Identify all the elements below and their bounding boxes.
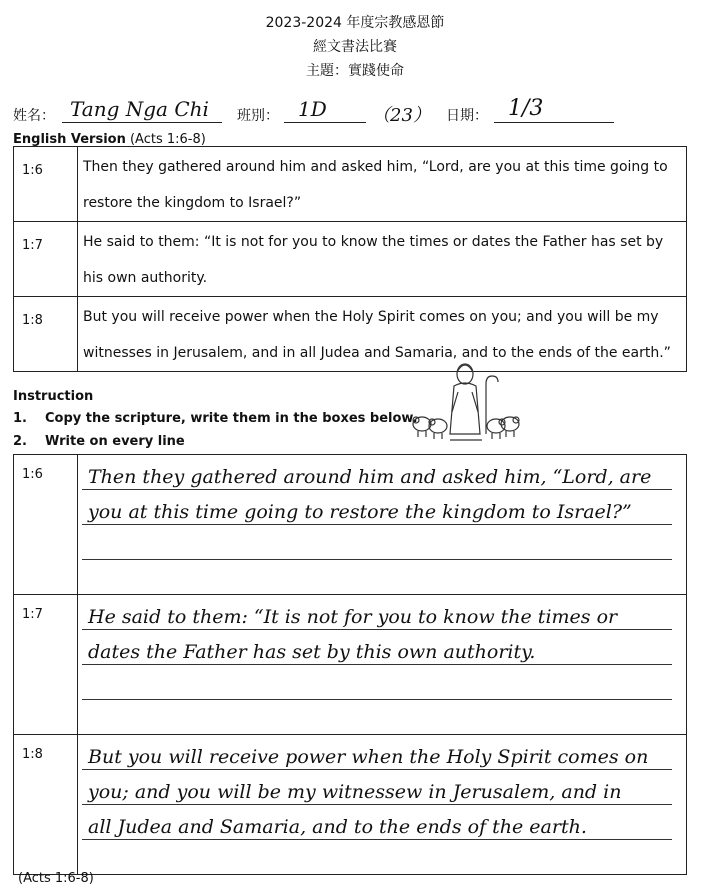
handwritten-text: all Judea and Samaria, and to the ends of the earth. (88, 816, 587, 838)
writing-line (82, 525, 672, 560)
verse-ref: 1:6 (14, 147, 78, 222)
verse-text: But you will receive power when the Holy Spirit comes on you; and you will be my witnesses in Jerusalem, and in all Judea and Samaria, and to the ends of the earth.” (78, 297, 687, 372)
writing-line (82, 840, 672, 874)
name-label: 姓名： (13, 108, 55, 124)
instruction-text: Write on every line (45, 434, 185, 449)
writing-line (82, 770, 672, 805)
verse-ref: 1:7 (14, 595, 78, 735)
writing-line (82, 560, 672, 594)
english-heading-title: English Version (13, 132, 126, 147)
instruction-text: Copy the scripture, write them in the boxes below. (45, 411, 418, 426)
student-number: （23） (372, 105, 431, 126)
handwritten-text: But you will receive power when the Holy Spirit comes on (88, 746, 649, 768)
copy-row (14, 595, 687, 735)
scripture-row (14, 297, 687, 372)
writing-box[interactable] (78, 595, 687, 735)
handwritten-text: Then they gathered around him and asked him, “Lord, are (88, 466, 652, 488)
name-field (62, 96, 222, 123)
writing-line (82, 700, 672, 734)
header-line-3: 主題：實踐使命 (306, 63, 404, 79)
copy-row (14, 735, 687, 875)
english-scripture-table (13, 146, 687, 372)
class-label: 班別： (237, 108, 279, 124)
verse-ref: 1:7 (14, 222, 78, 297)
instruction-number: 2. (13, 434, 27, 449)
handwritten-text: you; and you will be my witnessew in Jerusalem, and in (88, 781, 622, 803)
writing-line (82, 735, 672, 770)
english-heading-ref: (Acts 1:6-8) (129, 132, 206, 147)
verse-ref: 1:8 (14, 735, 78, 875)
writing-line (82, 665, 672, 700)
handwritten-text: dates the Father has set by this own authority. (88, 641, 536, 663)
instruction-item (13, 434, 185, 449)
handwritten-text: you at this time going to restore the kingdom to Israel?” (88, 501, 632, 523)
verse-ref: 1:8 (14, 297, 78, 372)
verse-text: Then they gathered around him and asked him, “Lord, are you at this time going to restore the kingdom to Israel?” (78, 147, 687, 222)
class-value: 1D (298, 97, 327, 121)
date-field (494, 96, 614, 123)
header-line-1: 2023-2024 年度宗教感恩節 (265, 15, 445, 31)
name-value: Tang Nga Chi (70, 97, 209, 121)
footer-ref: (Acts 1:6-8) (18, 871, 94, 886)
writing-line (82, 595, 672, 630)
copy-row (14, 455, 687, 595)
date-label: 日期： (446, 108, 488, 124)
writing-line (82, 630, 672, 665)
class-field (284, 96, 366, 123)
instruction-title: Instruction (13, 389, 94, 404)
copy-table (13, 454, 687, 875)
writing-box[interactable] (78, 735, 687, 875)
scripture-row (14, 147, 687, 222)
verse-text: He said to them: “It is not for you to know the times or dates the Father has set by his own authority. (78, 222, 687, 297)
writing-line (82, 455, 672, 490)
verse-ref: 1:6 (14, 455, 78, 595)
english-heading (13, 132, 206, 147)
writing-line (82, 490, 672, 525)
instruction-item (13, 411, 418, 426)
header-line-2: 經文書法比賽 (313, 39, 397, 55)
writing-box[interactable] (78, 455, 687, 595)
instruction-number: 1. (13, 411, 27, 426)
handwritten-text: He said to them: “It is not for you to know the times or (88, 606, 618, 628)
writing-line (82, 805, 672, 840)
shepherd-with-sheep-icon (410, 362, 522, 444)
scripture-row (14, 222, 687, 297)
date-value: 1/3 (508, 96, 544, 121)
